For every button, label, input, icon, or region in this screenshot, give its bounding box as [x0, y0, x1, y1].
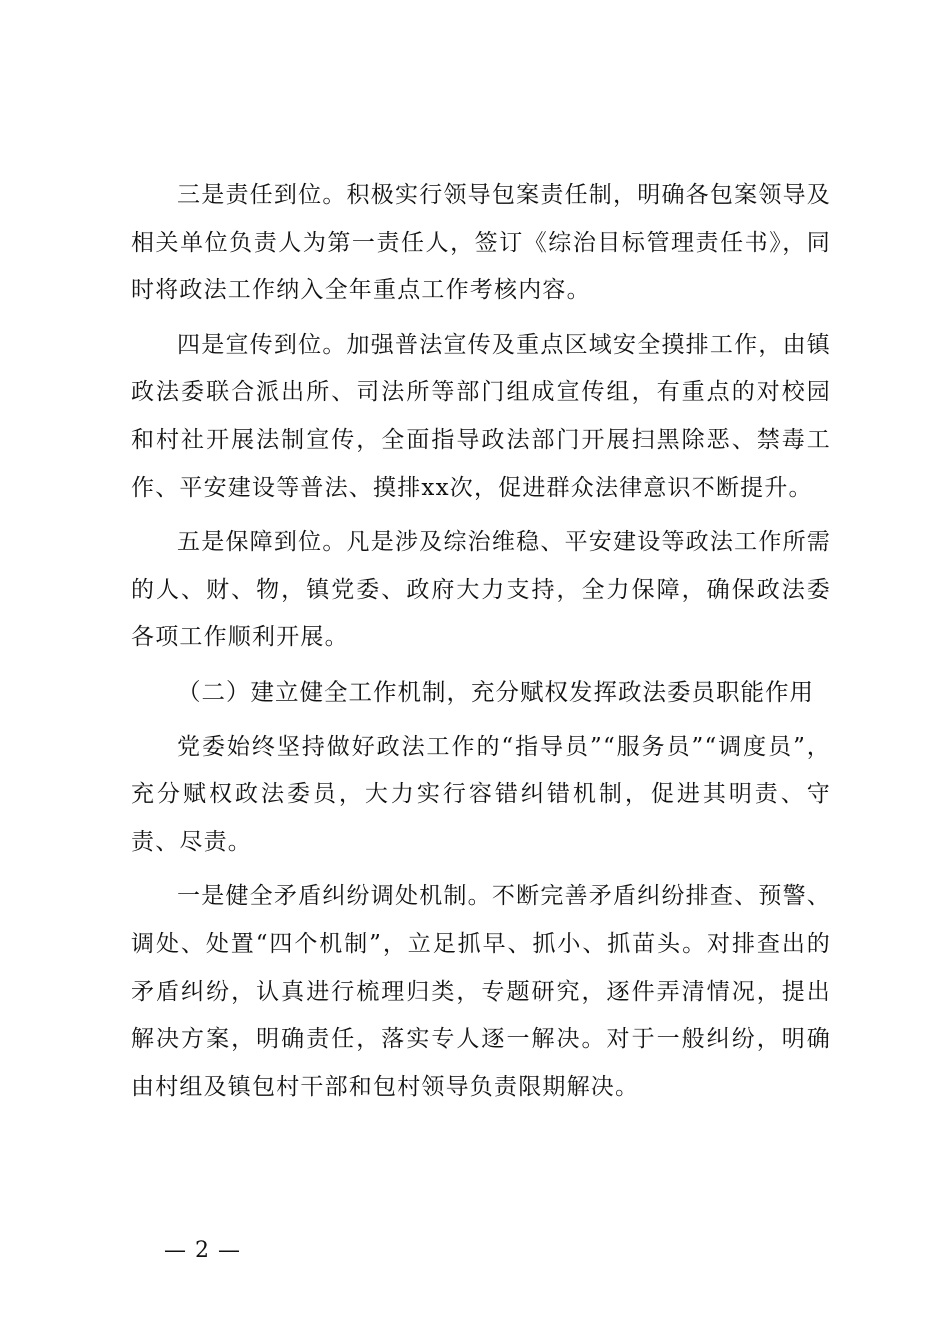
section-heading: （二）建立健全工作机制，充分赋权发挥政法委员职能作用 — [177, 677, 814, 706]
document-body — [131, 172, 831, 1118]
paragraph-party-committee: 党委始终坚持做好政法工作的“指导员”“服务员”“调度员”，充分赋权政法委员，大力实行容错纠错机制，促进其明责、守责、尽责。 — [131, 733, 831, 855]
paragraph-responsibility: 三是责任到位。积极实行领导包案责任制，明确各包案领导及相关单位负责人为第一责任人，签订《综治目标管理责任书》，同时将政法工作纳入全年重点工作考核内容。 — [131, 182, 831, 304]
page-number: — 2 — — [164, 1238, 241, 1263]
paragraph-guarantee: 五是保障到位。凡是涉及综治维稳、平安建设等政法工作所需的人、财、物，镇党委、政府大力支持，全力保障，确保政法委各项工作顺利开展。 — [131, 529, 831, 651]
paragraph-publicity: 四是宣传到位。加强普法宣传及重点区域安全摸排工作，由镇政法委联合派出所、司法所等部门组成宣传组，有重点的对校园和村社开展法制宣传，全面指导政法部门开展扫黑除恶、禁毒工作、平安建设等普法、摸排xx次，促进群众法律意识不断提升。 — [131, 331, 831, 501]
paragraph-dispute-mechanism: 一是健全矛盾纠纷调处机制。不断完善矛盾纠纷排查、预警、调处、处置“四个机制”，立足抓早、抓小、抓苗头。对排查出的矛盾纠纷，认真进行梳理归类，专题研究，逐件弄清情况，提出解决方案，明确责任，落实专人逐一解决。对于一般纠纷，明确由村组及镇包村干部和包村领导负责限期解决。 — [131, 883, 831, 1100]
